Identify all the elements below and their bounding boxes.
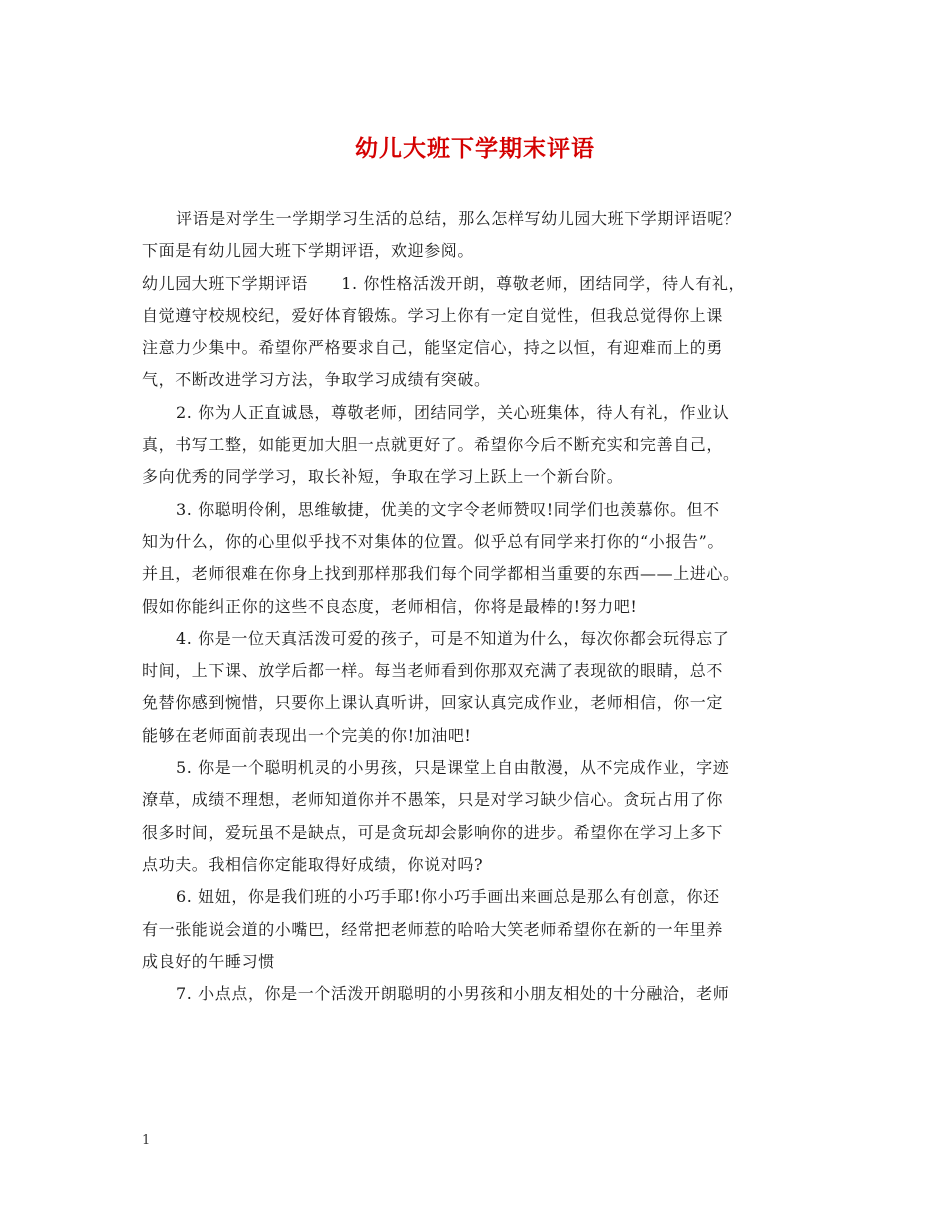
text-line: 时间，上下课、放学后都一样。每当老师看到你那双充满了表现欲的眼睛，总不 xyxy=(142,661,724,681)
text-line: 4. 你是一位天真活泼可爱的孩子，可是不知道为什么，每次你都会玩得忘了 xyxy=(176,628,730,648)
comment-item-6-continued xyxy=(142,914,808,979)
text-line: 多向优秀的同学学习，取长补短，争取在学习上跃上一个新台阶。 xyxy=(142,467,624,487)
text-line: 能够在老师面前表现出一个完美的你!加油吧! xyxy=(142,725,472,745)
text-line: 免替你感到惋惜，只要你上课认真听讲，回家认真完成作业，老师相信，你一定 xyxy=(142,693,724,713)
text-line: 6. 妞妞，你是我们班的小巧手耶!你小巧手画出来画总是那么有创意，你还 xyxy=(176,887,720,907)
text-line: 潦草，成绩不理想，老师知道你并不愚笨，只是对学习缺少信心。贪玩占用了你 xyxy=(142,790,724,810)
text-line: 并且，老师很难在你身上找到那样那我们每个同学都相当重要的东西——上进心。 xyxy=(142,564,740,584)
text-line: 点功夫。我相信你定能取得好成绩，你说对吗? xyxy=(142,854,484,874)
comment-item-6 xyxy=(142,881,808,913)
comment-item-2 xyxy=(142,397,808,429)
text-line: 假如你能纠正你的这些不良态度，老师相信，你将是最棒的!努力吧! xyxy=(142,596,638,616)
comment-item-1 xyxy=(142,268,808,397)
comment-item-5 xyxy=(142,752,808,784)
text-line: 有一张能说会道的小嘴巴，经常把老师惹的哈哈大笑老师希望你在新的一年里养 xyxy=(142,919,724,939)
comment-item-3 xyxy=(142,494,808,526)
text-line: 幼儿园大班下学期评语 1. 你性格活泼开朗，尊敬老师，团结同学，待人有礼， xyxy=(142,273,746,293)
comment-item-3-continued xyxy=(142,526,808,623)
text-line: 2. 你为人正直诚恳，尊敬老师，团结同学，关心班集体，待人有礼，作业认 xyxy=(176,402,730,422)
text-line: 7. 小点点，你是一个活泼开朗聪明的小男孩和小朋友相处的十分融洽，老师 xyxy=(176,984,730,1004)
comment-item-7 xyxy=(142,978,808,1010)
page-number: 1 xyxy=(142,1133,151,1148)
comment-item-2-continued xyxy=(142,429,808,494)
comment-item-5-continued xyxy=(142,784,808,881)
comment-item-4-continued xyxy=(142,655,808,752)
text-line: 5. 你是一个聪明机灵的小男孩，只是课堂上自由散漫，从不完成作业，字迹 xyxy=(176,758,730,778)
comment-item-4 xyxy=(142,623,808,655)
text-line: 自觉遵守校规校纪，爱好体育锻炼。学习上你有一定自觉性，但我总觉得你上课 xyxy=(142,305,724,325)
document-body xyxy=(142,203,808,1010)
text-line: 注意力少集中。希望你严格要求自己，能坚定信心，持之以恒，有迎难而上的勇 xyxy=(142,338,724,358)
text-line: 很多时间，爱玩虽不是缺点，可是贪玩却会影响你的进步。希望你在学习上多下 xyxy=(142,822,724,842)
text-line: 气，不断改进学习方法，争取学习成绩有突破。 xyxy=(142,370,491,390)
intro-paragraph-continued xyxy=(142,235,808,267)
text-line: 评语是对学生一学期学习生活的总结，那么怎样写幼儿园大班下学期评语呢？ xyxy=(176,209,741,228)
text-line: 下面是有幼儿园大班下学期评语，欢迎参阅。 xyxy=(142,241,475,261)
text-line: 成良好的午睡习惯 xyxy=(142,951,275,971)
text-line: 3. 你聪明伶俐，思维敏捷，优美的文字令老师赞叹!同学们也羡慕你。但不 xyxy=(176,499,720,519)
intro-paragraph xyxy=(142,203,808,235)
document-title: 幼儿大班下学期末评语 xyxy=(355,135,595,162)
text-line: 知为什么，你的心里似乎找不对集体的位置。似乎总有同学来打你的“小报告”。 xyxy=(142,531,724,551)
text-line: 真，书写工整，如能更加大胆一点就更好了。希望你今后不断充实和完善自己， xyxy=(142,435,724,455)
